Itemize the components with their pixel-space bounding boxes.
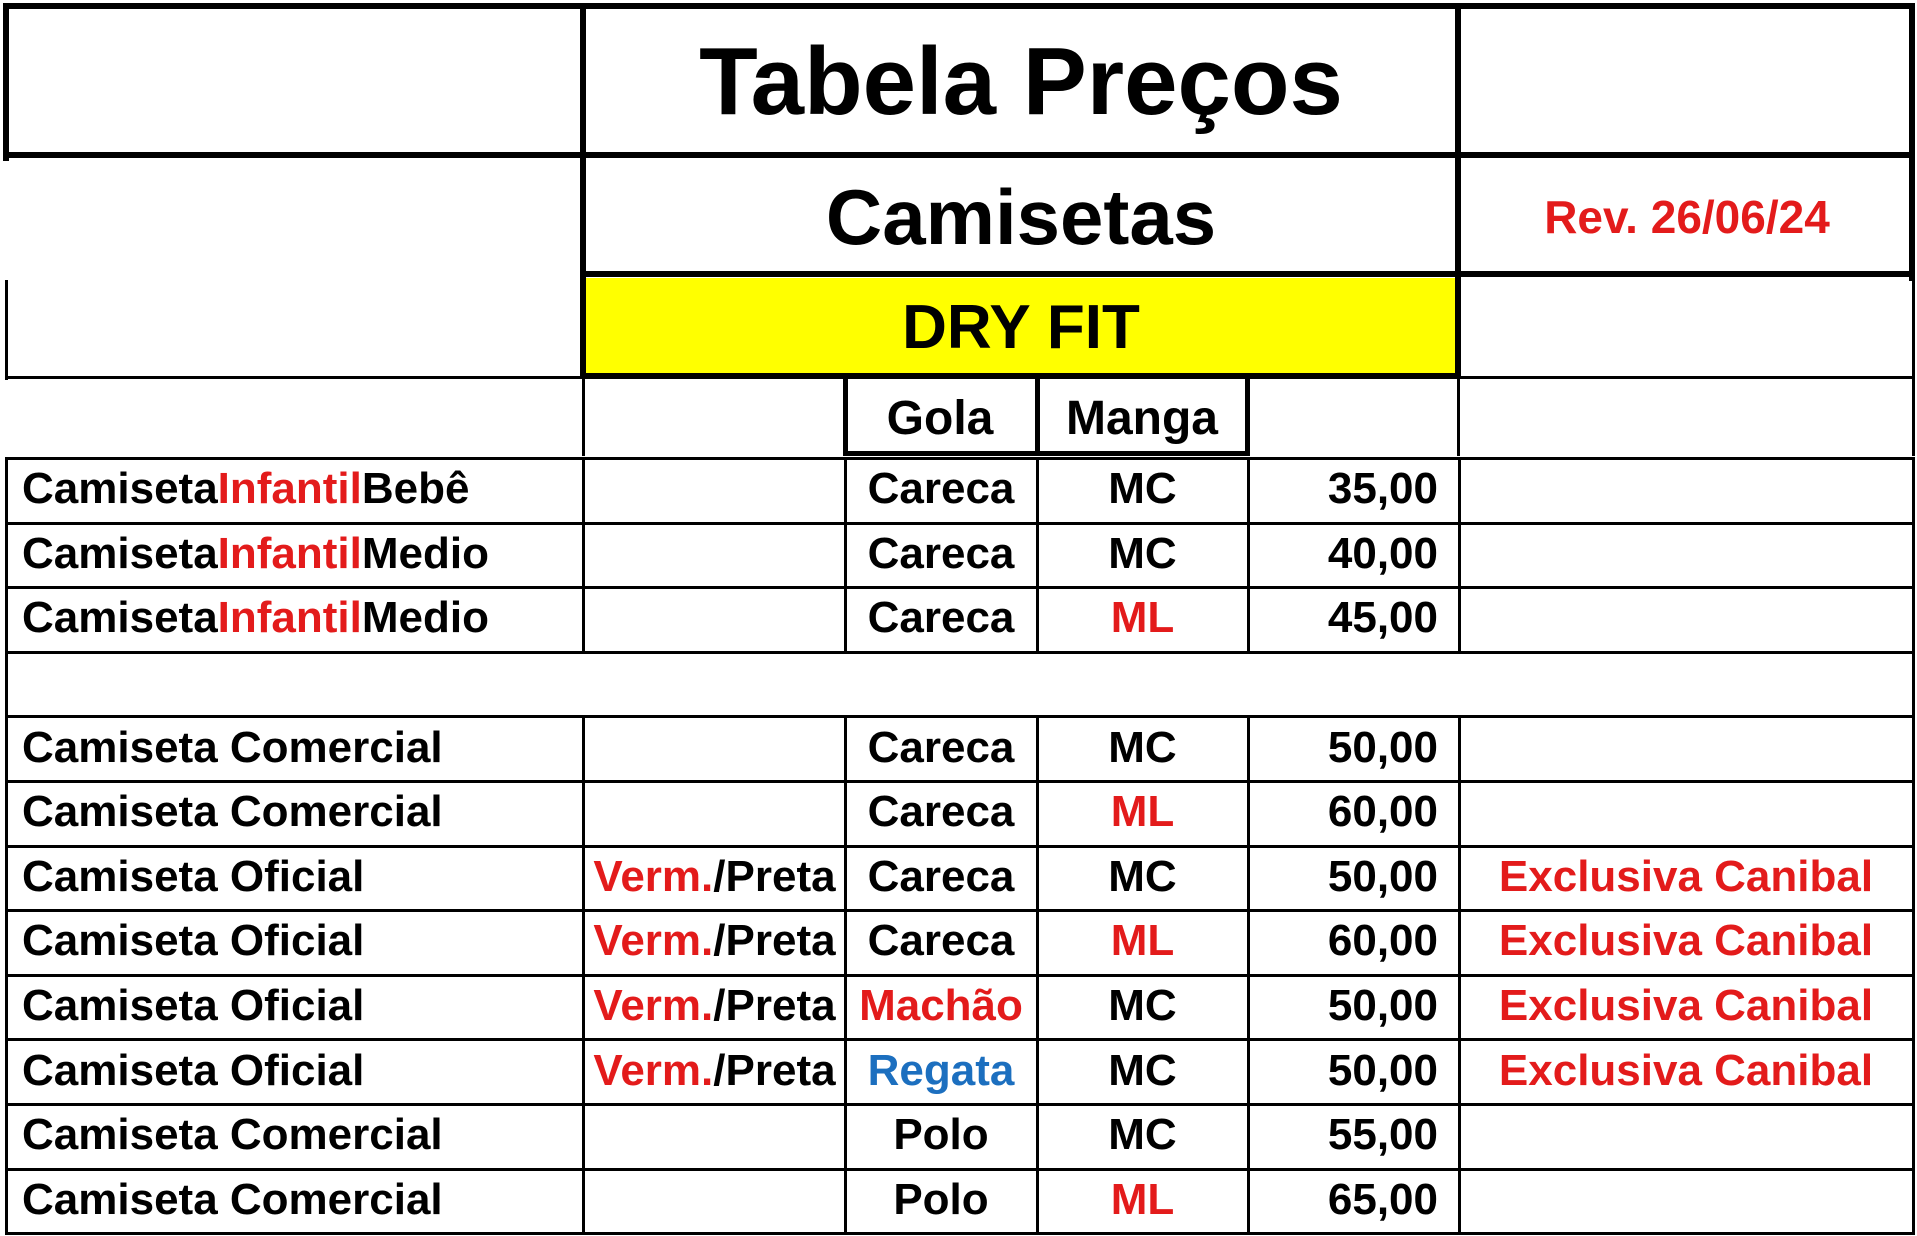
title-bottom-border (3, 152, 1915, 158)
note-cell (1460, 457, 1912, 522)
header-right-border (1909, 3, 1915, 281)
row-top-border (5, 1038, 1915, 1041)
note-cell (1460, 780, 1912, 845)
price-cell: 35,00 (1327, 464, 1438, 514)
color-cell (584, 780, 845, 845)
price-cell: 65,00 (1327, 1174, 1438, 1224)
product-name-cell: Camiseta Comercial (22, 1174, 443, 1224)
gola-cell: Careca (867, 851, 1015, 901)
color-cell: Verm. /Preta (593, 981, 836, 1031)
manga-cell: ML (1110, 916, 1175, 966)
color-cell (584, 1168, 845, 1233)
manga-cell: MC (1108, 1110, 1177, 1160)
product-name-cell: Camiseta Oficial (22, 916, 365, 966)
subtitle-bottom-border (580, 271, 1915, 277)
row-top-border (5, 974, 1915, 977)
gola-right-border (1035, 376, 1040, 456)
gola-cell: Polo (893, 1174, 989, 1224)
price-cell: 50,00 (1327, 981, 1438, 1031)
header-row-top (5, 376, 1915, 379)
row-top-border (5, 909, 1915, 912)
price-cell: 50,00 (1327, 722, 1438, 772)
row-top-border (5, 1168, 1915, 1171)
gola-manga-bottom-border (843, 451, 1250, 456)
product-name-cell: Camiseta Comercial (22, 1110, 443, 1160)
note-cell (1460, 522, 1912, 587)
product-name-cell: Camiseta Oficial (22, 981, 365, 1031)
price-cell: 60,00 (1327, 787, 1438, 837)
header-top-border (3, 3, 1457, 9)
row-top-border (5, 715, 1915, 718)
header-row-col1 (582, 376, 585, 456)
manga-cell: MC (1108, 851, 1177, 901)
manga-right-border (1245, 376, 1250, 456)
color-cell: Verm. /Preta (593, 851, 836, 901)
column-border (582, 457, 585, 654)
column-header-gola: Gola (886, 391, 994, 445)
note-cell (1460, 715, 1912, 780)
note-cell (1460, 1103, 1912, 1168)
color-cell: Verm. /Preta (593, 916, 836, 966)
note-cell (1460, 586, 1912, 651)
manga-cell: MC (1108, 722, 1177, 772)
manga-cell: ML (1110, 593, 1175, 643)
header-left-border (3, 3, 9, 161)
price-cell: 60,00 (1327, 916, 1438, 966)
manga-cell: ML (1110, 1174, 1175, 1224)
column-border (844, 715, 847, 1235)
product-name-cell: Camiseta Oficial (22, 1045, 365, 1095)
column-border (1036, 457, 1039, 654)
color-cell: Verm. /Preta (593, 1045, 836, 1095)
price-cell: 50,00 (1327, 851, 1438, 901)
sheet-left-border (5, 457, 8, 1235)
product-name-cell: Camiseta Comercial (22, 722, 443, 772)
gola-left-border (843, 376, 848, 456)
manga-cell: MC (1108, 464, 1177, 514)
manga-cell: ML (1110, 787, 1175, 837)
column-border (1247, 457, 1250, 654)
sheet-right-border (1912, 457, 1915, 1235)
note-cell: Exclusiva Canibal (1498, 1045, 1874, 1095)
note-cell: Exclusiva Canibal (1498, 851, 1874, 901)
price-cell: 55,00 (1327, 1110, 1438, 1160)
sheet-right-border-top (1912, 280, 1915, 456)
product-name-cell: Camiseta Oficial (22, 851, 365, 901)
sheet-left-border-top (5, 280, 8, 380)
row-top-border (5, 780, 1915, 783)
gola-cell: Careca (867, 528, 1015, 578)
gola-cell: Careca (867, 593, 1015, 643)
row-top-border (5, 845, 1915, 848)
row-top-border (5, 457, 1915, 460)
column-border (582, 715, 585, 1235)
row-top-border (5, 651, 1915, 654)
note-cell: Exclusiva Canibal (1498, 981, 1874, 1031)
category-label: DRY FIT (902, 292, 1140, 362)
note-cell: Exclusiva Canibal (1498, 916, 1874, 966)
price-cell: 45,00 (1327, 593, 1438, 643)
column-border (1247, 715, 1250, 1235)
row-top-border (5, 1103, 1915, 1106)
gola-cell: Polo (893, 1110, 989, 1160)
category-band (584, 278, 1458, 376)
color-cell (584, 457, 845, 522)
gola-cell: Regata (867, 1045, 1015, 1095)
header-top-border-right (1457, 3, 1915, 9)
color-cell (584, 715, 845, 780)
row-top-border (5, 522, 1915, 525)
product-name-cell: Camiseta Infantil Medio (22, 593, 489, 643)
color-cell (584, 1103, 845, 1168)
manga-cell: MC (1108, 981, 1177, 1031)
column-border (1036, 715, 1039, 1235)
gola-cell: Careca (867, 916, 1015, 966)
manga-cell: MC (1108, 1045, 1177, 1095)
product-name-cell: Camiseta Infantil Bebê (22, 464, 470, 514)
revision-label: Rev. 26/06/24 (1544, 191, 1830, 243)
gola-cell: Machão (859, 981, 1023, 1031)
gola-cell: Careca (867, 464, 1015, 514)
column-border (1458, 457, 1461, 654)
header-row-col5 (1457, 376, 1460, 456)
header-col-right-border (1455, 3, 1461, 379)
page-subtitle: Camisetas (825, 172, 1217, 261)
color-cell (584, 586, 845, 651)
gola-cell: Careca (867, 787, 1015, 837)
color-cell (584, 522, 845, 587)
product-name-cell: Camiseta Comercial (22, 787, 443, 837)
header-col-left-border (580, 3, 586, 379)
price-cell: 40,00 (1327, 528, 1438, 578)
column-header-manga: Manga (1065, 391, 1218, 445)
product-name-cell: Camiseta Infantil Medio (22, 528, 489, 578)
column-border (1458, 715, 1461, 1235)
row-top-border (5, 586, 1915, 589)
price-cell: 50,00 (1327, 1045, 1438, 1095)
manga-cell: MC (1108, 528, 1177, 578)
column-border (844, 457, 847, 654)
gola-cell: Careca (867, 722, 1015, 772)
note-cell (1460, 1168, 1912, 1233)
page-title: Tabela Preços (699, 28, 1343, 135)
table-bottom-border (5, 1232, 1915, 1235)
